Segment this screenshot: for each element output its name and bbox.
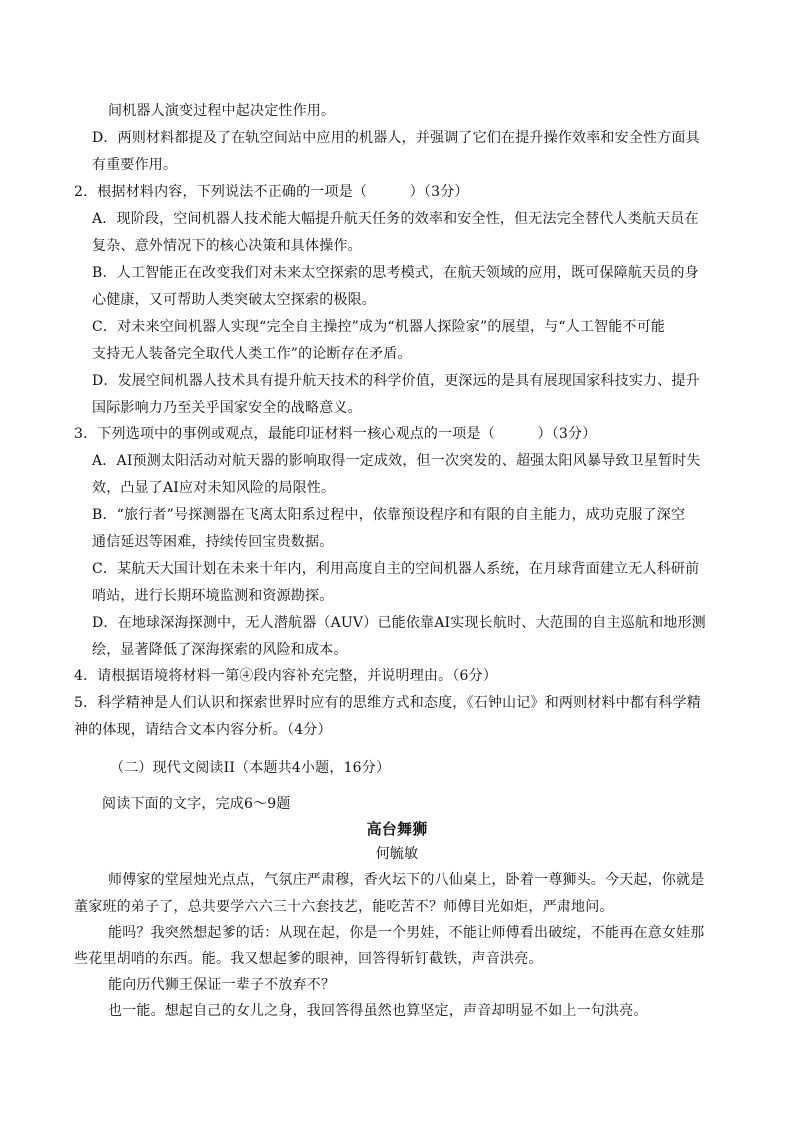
option-d-line: D．两则材料都提及了在轨空间站中应用的机器人，并强调了它们在提升操作效率和安全性方面具	[92, 130, 700, 146]
q3-option-d: D．在地球深海探测中，无人潜航器（AUV）已能依靠AI实现长航时、大范围的自主巡航和地形测	[92, 615, 706, 631]
q2-option-d: D．发展空间机器人技术具有提升航天技术的科学价值，更深远的是具有展现国家科技实力、提升	[92, 373, 700, 389]
q2-option-d-cont: 国际影响力乃至关乎国家安全的战略意义。	[92, 400, 362, 416]
q3-option-b-cont: 通信延迟等困难，持续传回宝贵数据。	[92, 534, 334, 550]
paragraph-line: 董家班的弟子了，总共要学六六三十六套技艺，能吃苦不？师傅目光如炬，严肃地问。	[74, 899, 614, 915]
paragraph-line: 些花里胡哨的东西。能。我又想起爹的眼神，回答得斩钉截铁，声音洪亮。	[74, 951, 543, 967]
q2-option-b: B．人工智能正在改变我们对未来太空探索的思考模式，在航天领域的应用，既可保障航天员的身	[92, 265, 699, 281]
reading-instruction: 阅读下面的文字，完成6～9题	[102, 796, 291, 812]
q2-option-b-cont: 心健康，又可帮助人类突破太空探索的极限。	[92, 292, 376, 308]
paragraph-line: 师傅家的堂屋烛光点点，气氛庄严肃穆，香火坛下的八仙桌上，卧着一尊狮头。今天起，你就是	[108, 872, 705, 888]
q2-option-c: C．对未来空间机器人实现“完全自主操控”成为“机器人探险家”的展望，与“人工智能不可能	[92, 319, 666, 335]
article-author: 何毓敏	[375, 846, 419, 862]
q2-option-a: A．现阶段，空间机器人技术能大幅提升航天任务的效率和安全性，但无法完全替代人类航天员在	[92, 211, 699, 227]
q3-option-b: B．“旅行者”号探测器在飞离太阳系过程中，依靠预设程序和有限的自主能力，成功克服了深空	[92, 507, 686, 523]
article-title: 高台舞狮	[366, 820, 428, 838]
question-5-cont: 神的体现，请结合文本内容分析。（4分）	[74, 722, 332, 738]
question-5: 5．科学精神是人们认识和探索世界时应有的思维方式和态度，《石钟山记》和两则材料中都有科学精	[74, 695, 701, 711]
paragraph-line: 能吗？我突然想起爹的话：从现在起，你是一个男娃，不能让师傅看出破绽，不能再在意女娃那	[108, 925, 705, 941]
text-line: 间机器人演变过程中起决定性作用。	[108, 103, 336, 119]
q2-option-c-cont: 支持无人装备完全取代人类工作”的论断存在矛盾。	[92, 346, 412, 362]
question-3: 3．下列选项中的事例或观点，最能印证材料一核心观点的一项是（ ）（3分）	[74, 426, 597, 442]
q3-option-c-cont: 哨站，进行长期环境监测和资源勘探。	[92, 588, 334, 604]
paragraph-line: 能向历代狮王保证一辈子不放弃不？	[108, 977, 336, 993]
question-2: 2．根据材料内容，下列说法不正确的一项是（ ）（3分）	[74, 184, 469, 200]
text-line: 有重要作用。	[92, 157, 178, 173]
q3-option-a-cont: 效，凸显了AI应对未知风险的局限性。	[92, 480, 336, 496]
q3-option-c: C．某航天大国计划在未来十年内，利用高度自主的空间机器人系统，在月球背面建立无人科研前	[92, 561, 700, 577]
q2-option-a-cont: 复杂、意外情况下的核心决策和具体操作。	[92, 238, 362, 254]
section-heading: （二）现代文阅读II（本题共4小题，16分）	[110, 760, 391, 776]
paragraph-line: 也一能。想起自己的女儿之身，我回答得虽然也算坚定，声音却明显不如上一句洪亮。	[108, 1003, 648, 1019]
q3-option-a: A．AI预测太阳活动对航天器的影响取得一定成效，但一次突发的、超强太阳风暴导致卫星暂时失	[92, 453, 701, 469]
question-4: 4．请根据语境将材料一第④段内容补充完整，并说明理由。（6分）	[74, 668, 498, 684]
q3-option-d-cont: 绘，显著降低了深海探索的风险和成本。	[92, 642, 348, 658]
